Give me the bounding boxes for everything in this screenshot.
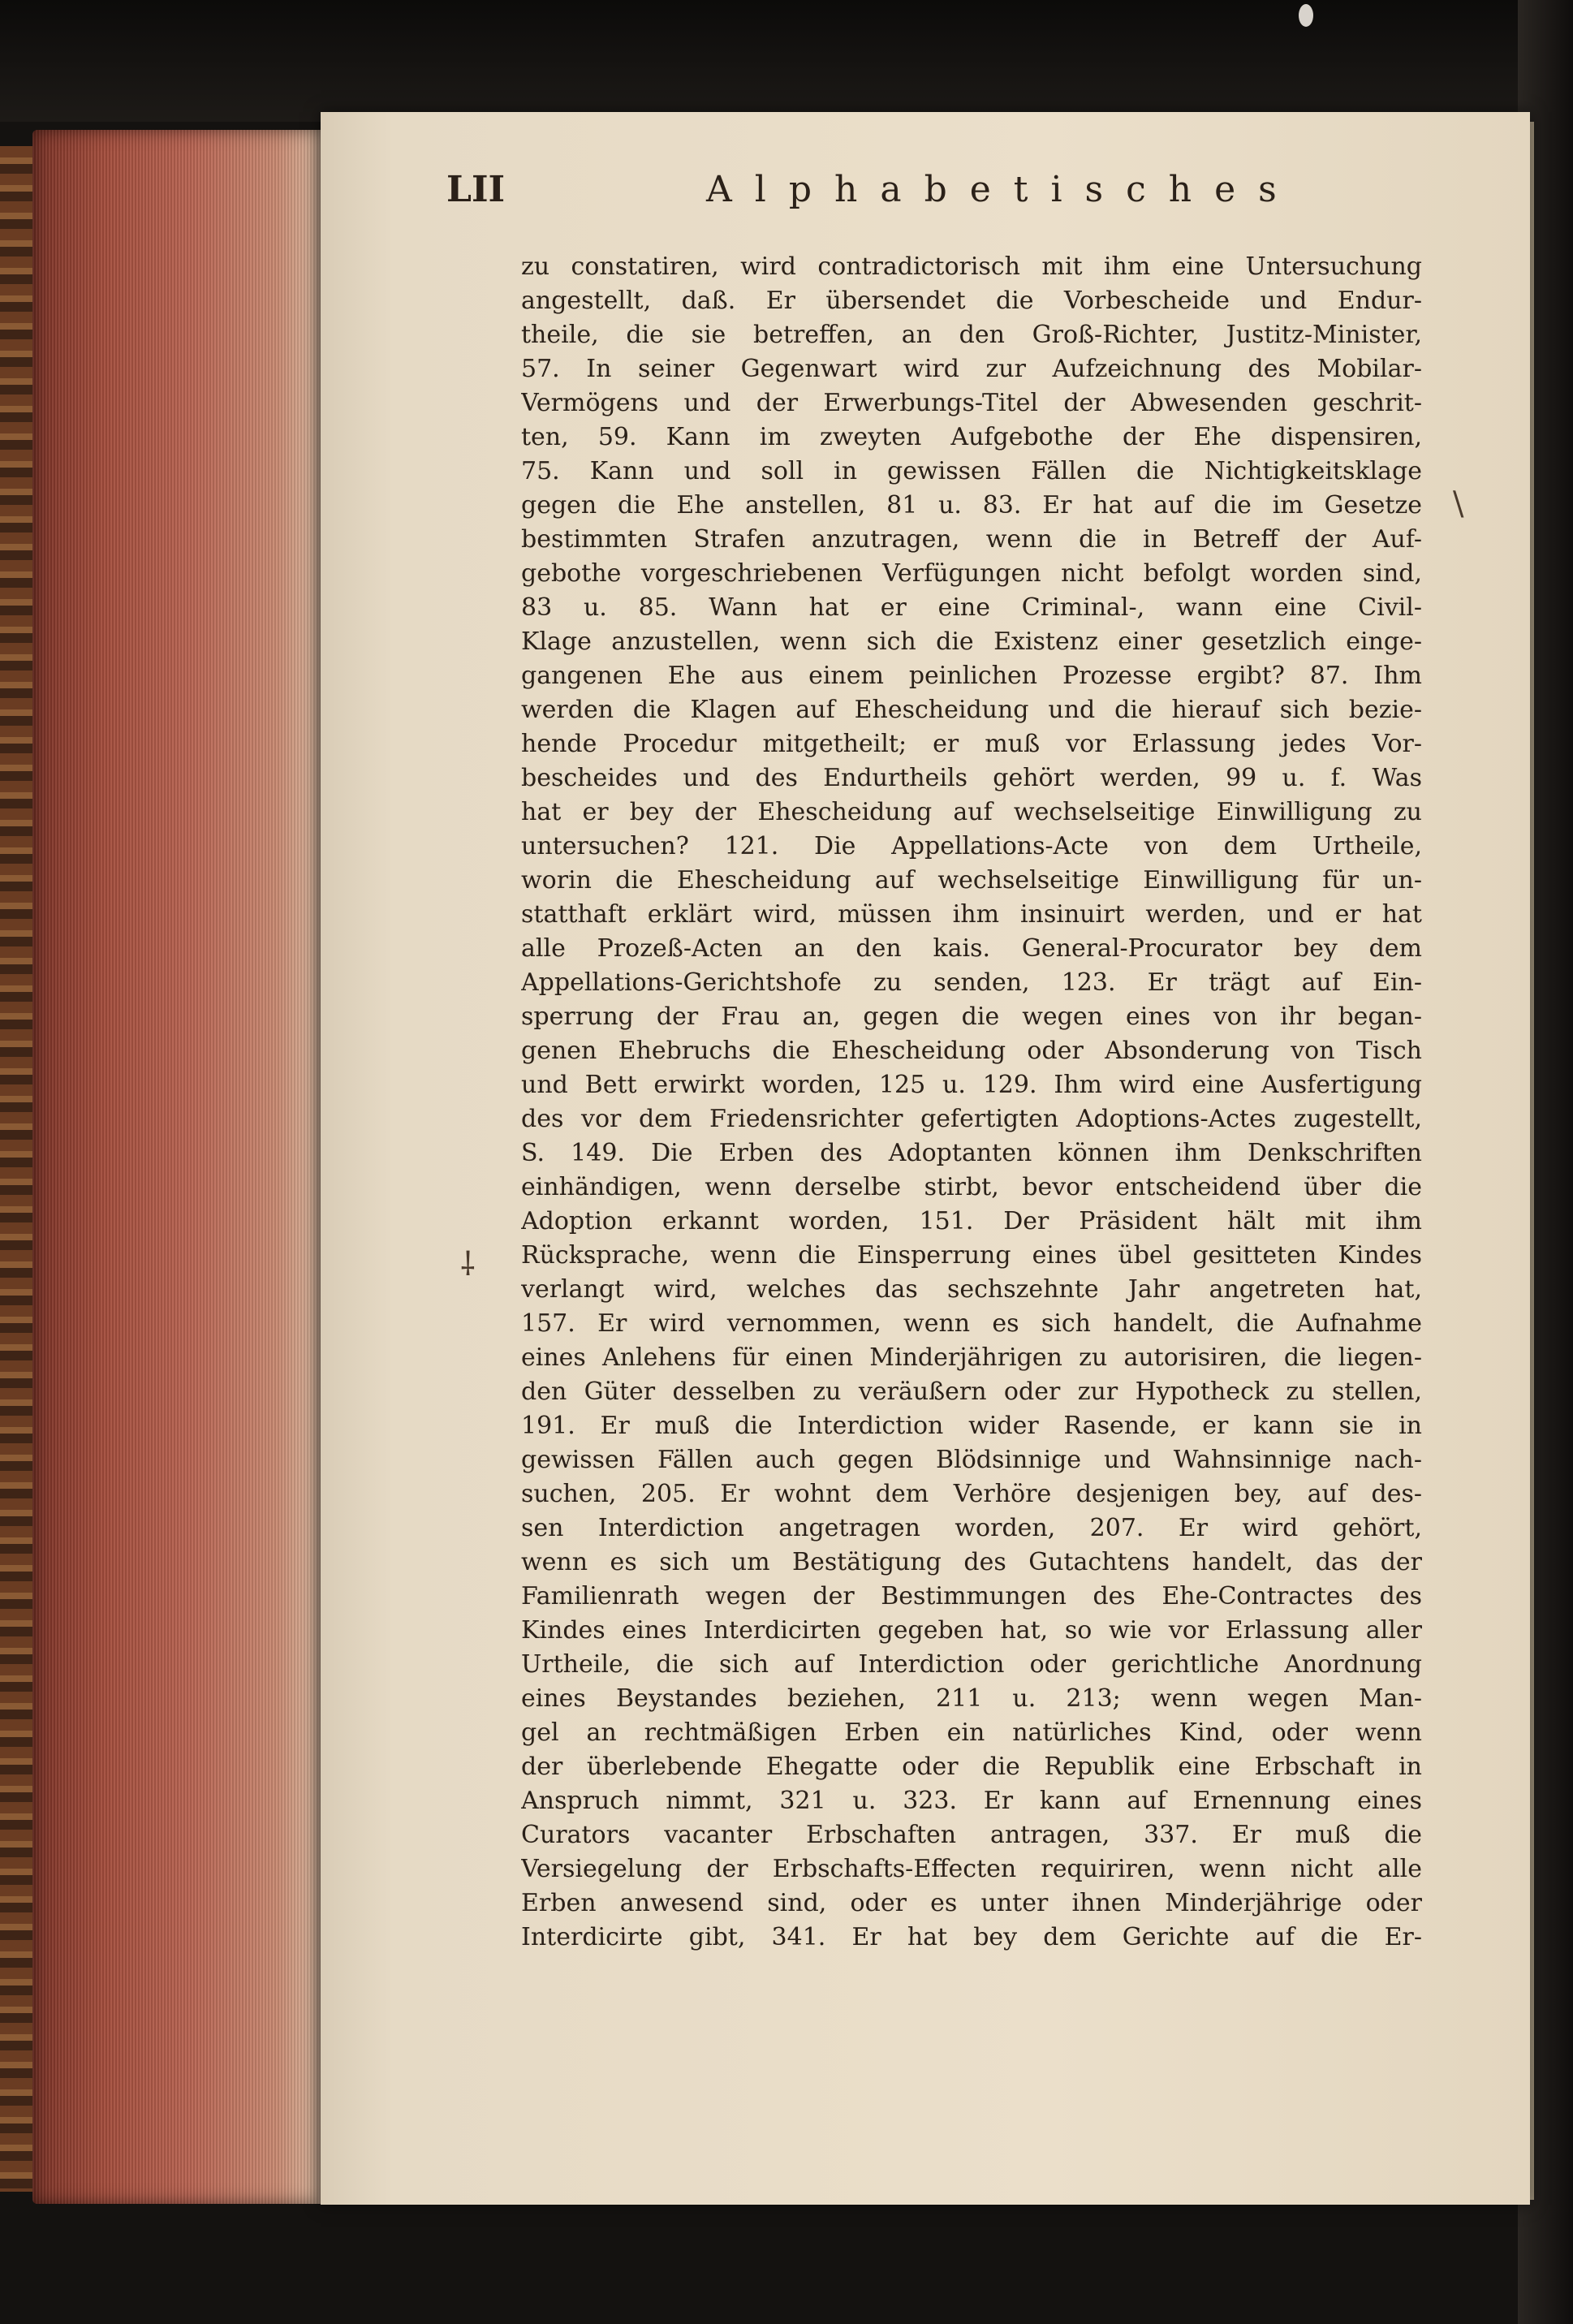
text-line: einhändigen, wenn derselbe stirbt, bevor entscheidend über die	[521, 1173, 1422, 1201]
text-line: Urtheile, die sich auf Interdiction oder gerichtliche Anordnung	[521, 1650, 1422, 1679]
text-line: gegen die Ehe anstellen, 81 u. 83. Er hat auf die im Gesetze	[521, 491, 1422, 520]
text-line: alle Prozeß-Acten an den kais. General-Procurator bey dem	[521, 934, 1422, 963]
text-line: und Bett erwirkt worden, 125 u. 129. Ihm wird eine Ausfertigung	[521, 1071, 1422, 1099]
text-line: genen Ehebruchs die Ehescheidung oder Absonderung von Tisch	[521, 1037, 1422, 1065]
text-line: Erben anwesend sind, oder es unter ihnen Minderjährige oder	[521, 1889, 1422, 1917]
text-line: Versiegelung der Erbschafts-Effecten requiriren, wenn nicht alle	[521, 1855, 1422, 1883]
book-page	[321, 112, 1530, 2205]
background-mark	[1299, 4, 1313, 27]
text-line: gangenen Ehe aus einem peinlichen Prozesse ergibt? 87. Ihm	[521, 662, 1422, 690]
text-line: sen Interdiction angetragen worden, 207. Er wird gehört,	[521, 1514, 1422, 1542]
text-line: Klage anzustellen, wenn sich die Existenz einer gesetzlich einge-	[521, 627, 1422, 656]
margin-mark-icon: \	[1453, 485, 1464, 523]
text-line: bestimmten Strafen anzutragen, wenn die in Betreff der Auf-	[521, 525, 1422, 554]
text-line: Rücksprache, wenn die Einsperrung eines übel gesitteten Kindes	[521, 1241, 1422, 1270]
background-top	[0, 0, 1573, 122]
text-line: S. 149. Die Erben des Adoptanten können ihm Denkschriften	[521, 1139, 1422, 1167]
text-line: sperrung der Frau an, gegen die wegen eines von ihr began-	[521, 1002, 1422, 1031]
text-line: 191. Er muß die Interdiction wider Rasende, er kann sie in	[521, 1412, 1422, 1440]
text-line: Anspruch nimmt, 321 u. 323. Er kann auf Ernennung eines	[521, 1787, 1422, 1815]
text-line: worin die Ehescheidung auf wechselseitige Einwilligung für un-	[521, 866, 1422, 895]
text-line: hende Procedur mitgetheilt; er muß vor Erlassung jedes Vor-	[521, 730, 1422, 758]
page-header	[446, 169, 1502, 226]
text-line: Appellations-Gerichtshofe zu senden, 123. Er trägt auf Ein-	[521, 968, 1422, 997]
body-text	[521, 250, 1422, 1955]
text-line: ten, 59. Kann im zweyten Aufgebothe der Ehe dispensiren,	[521, 423, 1422, 451]
text-line: der überlebende Ehegatte oder die Republik eine Erbschaft in	[521, 1753, 1422, 1781]
text-line: verlangt wird, welches das sechszehnte Jahr angetreten hat,	[521, 1275, 1422, 1304]
text-line: Familienrath wegen der Bestimmungen des Ehe-Contractes des	[521, 1582, 1422, 1610]
text-line: theile, die sie betreffen, an den Groß-Richter, Justitz-Minister,	[521, 321, 1422, 349]
text-line: hat er bey der Ehescheidung auf wechselseitige Einwilligung zu	[521, 798, 1422, 826]
book-cover-edge	[0, 146, 35, 2192]
text-line: Vermögens und der Erwerbungs-Titel der Abwesenden geschrit-	[521, 389, 1422, 417]
text-line: zu constatiren, wird contradictorisch mit ihm eine Untersuchung	[521, 252, 1422, 281]
text-line: Curators vacanter Erbschaften antragen, 337. Er muß die	[521, 1821, 1422, 1849]
text-line: gebothe vorgeschriebenen Verfügungen nicht befolgt worden sind,	[521, 559, 1422, 588]
text-line: wenn es sich um Bestätigung des Gutachtens handelt, das der	[521, 1548, 1422, 1576]
margin-mark-icon: ⸸	[460, 1246, 476, 1283]
text-line: Kindes eines Interdicirten gegeben hat, so wie vor Erlassung aller	[521, 1616, 1422, 1645]
text-line: gewissen Fällen auch gegen Blödsinnige und Wahnsinnige nach-	[521, 1446, 1422, 1474]
text-line: 83 u. 85. Wann hat er eine Criminal-, wann eine Civil-	[521, 593, 1422, 622]
text-line: Adoption erkannt worden, 151. Der Präsident hält mit ihm	[521, 1207, 1422, 1235]
page-number: LII	[446, 169, 506, 210]
text-line: 75. Kann und soll in gewissen Fällen die Nichtigkeitsklage	[521, 457, 1422, 485]
text-line: 57. In seiner Gegenwart wird zur Aufzeichnung des Mobilar-	[521, 355, 1422, 383]
running-title: Alphabetisches	[706, 169, 1299, 210]
text-line: statthaft erklärt wird, müssen ihm insinuirt werden, und er hat	[521, 900, 1422, 929]
text-line: Interdicirte gibt, 341. Er hat bey dem Gerichte auf die Er-	[521, 1923, 1422, 1951]
text-line: den Güter desselben zu veräußern oder zur Hypotheck zu stellen,	[521, 1378, 1422, 1406]
text-line: angestellt, daß. Er übersendet die Vorbescheide und Endur-	[521, 287, 1422, 315]
text-line: bescheides und des Endurtheils gehört werden, 99 u. f. Was	[521, 764, 1422, 792]
page-block-edge	[32, 130, 321, 2204]
text-line: untersuchen? 121. Die Appellations-Acte von dem Urtheile,	[521, 832, 1422, 860]
text-line: eines Beystandes beziehen, 211 u. 213; wenn wegen Man-	[521, 1684, 1422, 1713]
text-line: suchen, 205. Er wohnt dem Verhöre desjenigen bey, auf des-	[521, 1480, 1422, 1508]
text-line: gel an rechtmäßigen Erben ein natürliches Kind, oder wenn	[521, 1718, 1422, 1747]
text-line: 157. Er wird vernommen, wenn es sich handelt, die Aufnahme	[521, 1309, 1422, 1338]
text-line: des vor dem Friedensrichter gefertigten Adoptions-Actes zugestellt,	[521, 1105, 1422, 1133]
text-line: werden die Klagen auf Ehescheidung und die hierauf sich bezie-	[521, 696, 1422, 724]
text-line: eines Anlehens für einen Minderjährigen zu autorisiren, die liegen-	[521, 1343, 1422, 1372]
